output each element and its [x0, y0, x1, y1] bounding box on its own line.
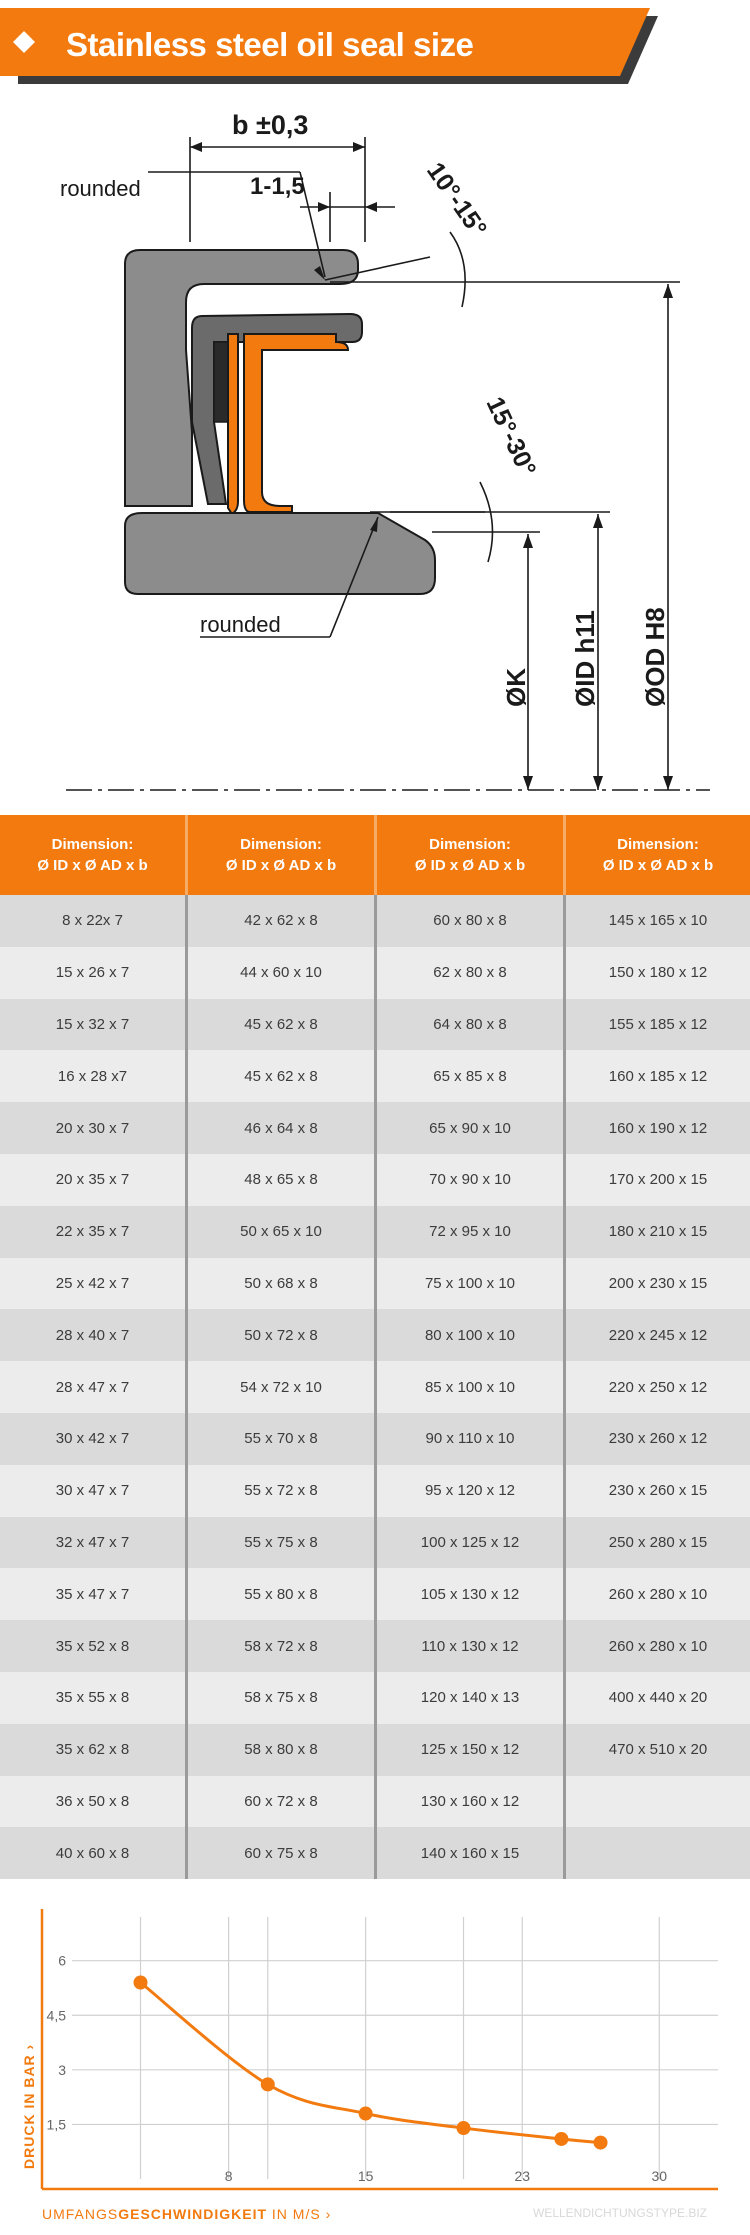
y-tick-label: 6	[58, 1952, 66, 1969]
y-tick-label: 3	[58, 2061, 66, 2078]
table-cell: 180 x 210 x 15	[566, 1206, 750, 1258]
label-rounded-top: rounded	[60, 176, 141, 201]
table-cell	[566, 1776, 750, 1828]
table-cell: 55 x 75 x 8	[188, 1517, 374, 1569]
table-cell: 44 x 60 x 10	[188, 947, 374, 999]
table-cell: 160 x 190 x 12	[566, 1102, 750, 1154]
table-cell: 58 x 80 x 8	[188, 1724, 374, 1776]
seal-cross-section-drawing	[0, 92, 750, 792]
table-cell: 20 x 35 x 7	[0, 1154, 185, 1206]
housing-shaft	[125, 513, 435, 594]
table-cell: 145 x 165 x 10	[566, 895, 750, 947]
table-cell: 55 x 72 x 8	[188, 1465, 374, 1517]
table-cell: 54 x 72 x 10	[188, 1361, 374, 1413]
table-cell: 220 x 245 x 12	[566, 1309, 750, 1361]
table-cell: 470 x 510 x 20	[566, 1724, 750, 1776]
table-cell: 36 x 50 x 8	[0, 1776, 185, 1828]
x-tick-label: 30	[651, 2168, 668, 2184]
table-cell: 42 x 62 x 8	[188, 895, 374, 947]
header-banner	[0, 8, 750, 86]
table-cell: 50 x 72 x 8	[188, 1309, 374, 1361]
table-cell: 50 x 65 x 10	[188, 1206, 374, 1258]
data-point	[457, 2121, 471, 2135]
table-cell: 25 x 42 x 7	[0, 1258, 185, 1310]
table-cell: 20 x 30 x 7	[0, 1102, 185, 1154]
pressure-speed-chart	[0, 1877, 750, 2230]
table-cell: 28 x 47 x 7	[0, 1361, 185, 1413]
label-angle-top: 10°-15°	[421, 157, 493, 243]
data-point	[359, 2107, 373, 2121]
y-tick-label: 1,5	[46, 2116, 66, 2133]
column-header: Dimension: Ø ID x Ø AD x b	[0, 815, 188, 895]
table-cell: 105 x 130 x 12	[377, 1568, 563, 1620]
table-cell: 60 x 80 x 8	[377, 895, 563, 947]
table-cell: 155 x 185 x 12	[566, 999, 750, 1051]
table-cell: 200 x 230 x 15	[566, 1258, 750, 1310]
table-cell: 170 x 200 x 15	[566, 1154, 750, 1206]
table-cell: 65 x 85 x 8	[377, 1050, 563, 1102]
table-cell: 35 x 62 x 8	[0, 1724, 185, 1776]
table-cell: 80 x 100 x 10	[377, 1309, 563, 1361]
table-cell: 60 x 72 x 8	[188, 1776, 374, 1828]
table-cell: 45 x 62 x 8	[188, 999, 374, 1051]
table-cell: 64 x 80 x 8	[377, 999, 563, 1051]
table-cell: 48 x 65 x 8	[188, 1154, 374, 1206]
table-cell: 160 x 185 x 12	[566, 1050, 750, 1102]
table-cell: 100 x 125 x 12	[377, 1517, 563, 1569]
table-cell: 40 x 60 x 8	[0, 1827, 185, 1879]
table-header	[0, 815, 750, 895]
table-cell: 70 x 90 x 10	[377, 1154, 563, 1206]
table-cell: 30 x 47 x 7	[0, 1465, 185, 1517]
table-cell: 110 x 130 x 12	[377, 1620, 563, 1672]
table-cell: 400 x 440 x 20	[566, 1672, 750, 1724]
data-point	[554, 2132, 568, 2146]
table-cell: 15 x 32 x 7	[0, 999, 185, 1051]
label-b-tolerance: b ±0,3	[232, 110, 309, 140]
x-tick-label: 23	[514, 2168, 531, 2184]
table-cell: 62 x 80 x 8	[377, 947, 563, 999]
label-gap: 1-1,5	[250, 173, 305, 200]
table-cell: 55 x 80 x 8	[188, 1568, 374, 1620]
table-column	[566, 895, 750, 1879]
table-cell: 90 x 110 x 10	[377, 1413, 563, 1465]
table-cell: 58 x 72 x 8	[188, 1620, 374, 1672]
table-cell: 95 x 120 x 12	[377, 1465, 563, 1517]
table-cell: 125 x 150 x 12	[377, 1724, 563, 1776]
table-cell: 130 x 160 x 12	[377, 1776, 563, 1828]
table-cell: 16 x 28 x7	[0, 1050, 185, 1102]
table-cell: 220 x 250 x 12	[566, 1361, 750, 1413]
table-column	[188, 895, 377, 1879]
table-cell: 65 x 90 x 10	[377, 1102, 563, 1154]
table-cell: 50 x 68 x 8	[188, 1258, 374, 1310]
table-cell: 46 x 64 x 8	[188, 1102, 374, 1154]
label-dia-id: ØID h11	[570, 610, 600, 707]
table-cell: 230 x 260 x 12	[566, 1413, 750, 1465]
label-angle-bottom: 15°-30°	[480, 392, 542, 481]
series-line	[141, 1983, 601, 2143]
table-cell: 230 x 260 x 15	[566, 1465, 750, 1517]
table-cell: 250 x 280 x 15	[566, 1517, 750, 1569]
table-cell: 45 x 62 x 8	[188, 1050, 374, 1102]
y-axis-label: DRUCK IN BAR ›	[21, 2043, 37, 2169]
table-cell: 35 x 52 x 8	[0, 1620, 185, 1672]
table-cell: 8 x 22x 7	[0, 895, 185, 947]
table-cell: 32 x 47 x 7	[0, 1517, 185, 1569]
table-cell: 15 x 26 x 7	[0, 947, 185, 999]
table-column	[0, 895, 188, 1879]
x-axis-label: UMFANGSGESCHWINDIGKEIT IN M/S ›	[42, 2206, 332, 2222]
column-header: Dimension: Ø ID x Ø AD x b	[602, 836, 714, 874]
table-cell: 260 x 280 x 10	[566, 1620, 750, 1672]
table-cell	[566, 1827, 750, 1879]
table-cell: 58 x 75 x 8	[188, 1672, 374, 1724]
table-cell: 150 x 180 x 12	[566, 947, 750, 999]
table-cell: 35 x 47 x 7	[0, 1568, 185, 1620]
label-rounded-bottom: rounded	[200, 612, 281, 637]
table-cell: 85 x 100 x 10	[377, 1361, 563, 1413]
table-cell: 75 x 100 x 10	[377, 1258, 563, 1310]
page-title: Stainless steel oil seal size	[66, 26, 474, 63]
table-cell: 260 x 280 x 10	[566, 1568, 750, 1620]
x-tick-label: 8	[224, 2168, 233, 2184]
y-tick-label: 4,5	[46, 2007, 66, 2024]
watermark: WELLENDICHTUNGSTYPE.BIZ	[532, 2206, 708, 2220]
table-cell: 120 x 140 x 13	[377, 1672, 563, 1724]
table-cell: 22 x 35 x 7	[0, 1206, 185, 1258]
housing-outer	[125, 250, 358, 506]
table-cell: 28 x 40 x 7	[0, 1309, 185, 1361]
table-cell: 72 x 95 x 10	[377, 1206, 563, 1258]
column-header: Dimension: Ø ID x Ø AD x b	[188, 815, 377, 895]
data-point	[261, 2077, 275, 2091]
table-cell: 140 x 160 x 15	[377, 1827, 563, 1879]
data-point	[594, 2136, 608, 2150]
data-point	[134, 1976, 148, 1990]
table-cell: 60 x 75 x 8	[188, 1827, 374, 1879]
seal-lip	[228, 334, 348, 514]
label-dia-od: ØOD H8	[640, 607, 670, 707]
table-cell: 55 x 70 x 8	[188, 1413, 374, 1465]
table-cell: 30 x 42 x 7	[0, 1413, 185, 1465]
table-column	[377, 895, 566, 1879]
label-dia-k: ØK	[501, 668, 531, 707]
x-tick-label: 15	[357, 2168, 374, 2184]
seal-size-table	[0, 815, 750, 1877]
table-body	[0, 895, 750, 1879]
table-cell: 35 x 55 x 8	[0, 1672, 185, 1724]
column-header: Dimension: Ø ID x Ø AD x b	[377, 815, 566, 895]
